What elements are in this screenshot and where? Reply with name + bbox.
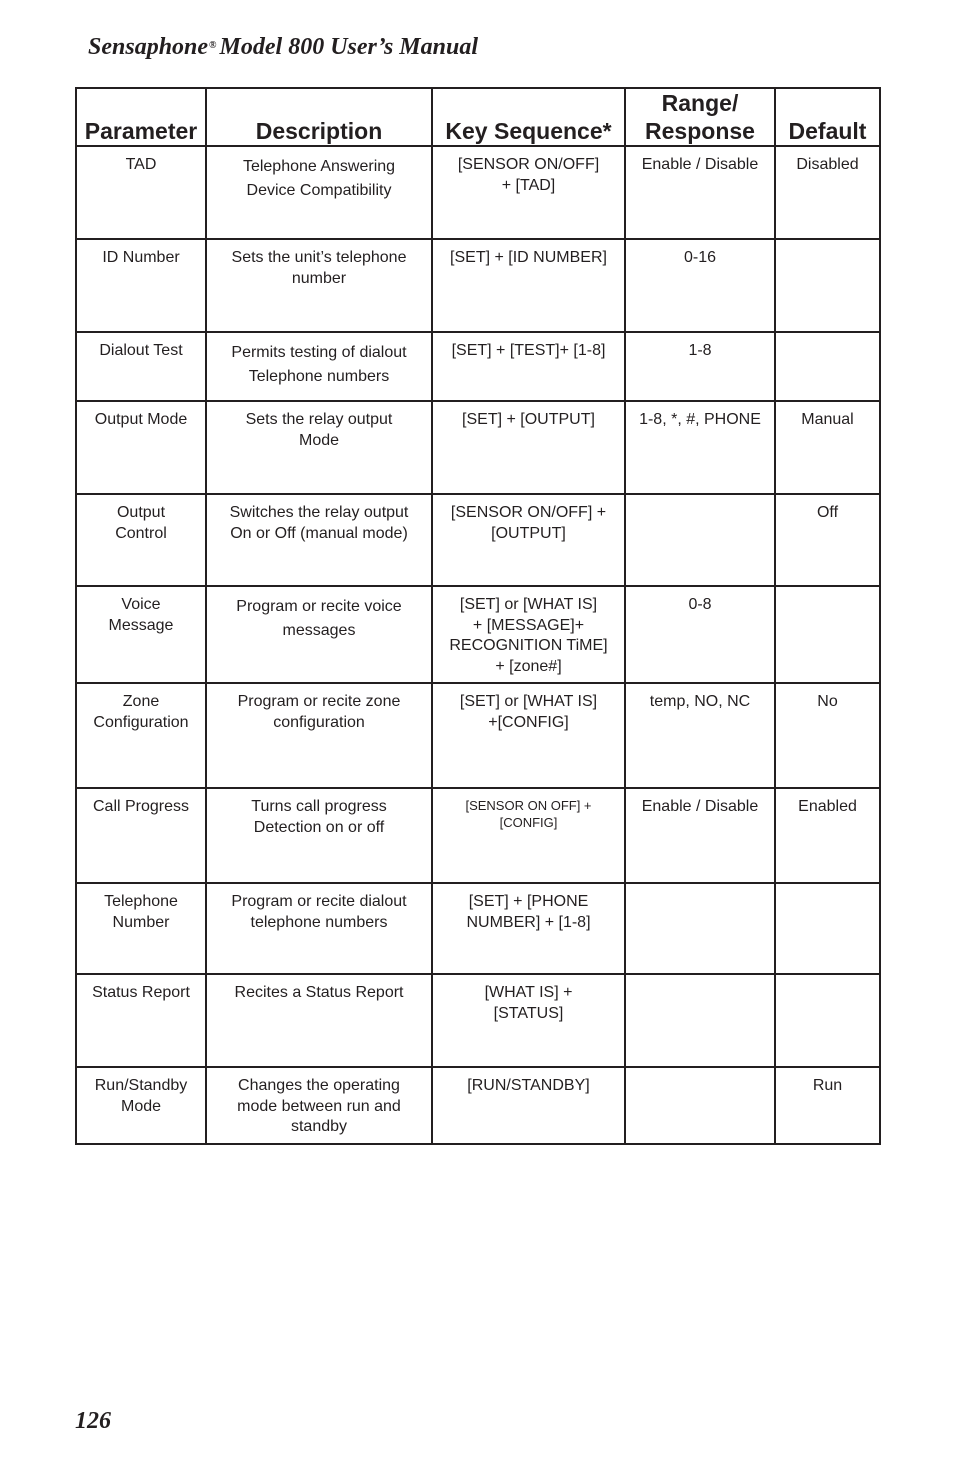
cell-key-sequence: [SET] or [WHAT IS] +[CONFIG] [432,683,625,788]
cell-default: Enabled [775,788,880,883]
cell-default: Run [775,1067,880,1144]
cell-description: Program or recite dialout telephone numbers [206,883,432,974]
table-row [76,239,880,332]
parameter-table [75,87,881,1145]
brand-name: Sensaphone [88,34,209,60]
running-header [88,34,478,61]
cell-description: Recites a Status Report [206,974,432,1067]
cell-default: Off [775,494,880,586]
cell-default: Manual [775,401,880,494]
cell-default: Disabled [775,146,880,239]
cell-parameter: ID Number [76,239,206,332]
cell-parameter: TAD [76,146,206,239]
table-row [76,683,880,788]
cell-parameter: Output Control [76,494,206,586]
cell-parameter: Run/Standby Mode [76,1067,206,1144]
cell-key-sequence: [SET] or [WHAT IS] + [MESSAGE]+ RECOGNITION TiME] + [zone#] [432,586,625,683]
column-header-range-response: Range/ Response [625,88,775,146]
column-header-key-sequence: Key Sequence* [432,88,625,146]
cell-range [625,974,775,1067]
cell-range [625,883,775,974]
cell-range: 1-8, *, #, PHONE [625,401,775,494]
manual-title: Model 800 User’s Manual [219,34,478,60]
cell-parameter: Output Mode [76,401,206,494]
cell-parameter: Status Report [76,974,206,1067]
table-row [76,146,880,239]
cell-description: Telephone Answering Device Compatibility [206,146,432,239]
cell-key-sequence: [SENSOR ON/OFF] + [OUTPUT] [432,494,625,586]
cell-key-sequence: [SET] + [OUTPUT] [432,401,625,494]
cell-parameter: Zone Configuration [76,683,206,788]
column-header-default: Default [775,88,880,146]
cell-description: Sets the unit’s telephone number [206,239,432,332]
cell-range: Enable / Disable [625,146,775,239]
page-number: 126 [75,1408,111,1434]
table-row [76,883,880,974]
cell-description: Switches the relay output On or Off (manual mode) [206,494,432,586]
table-row [76,586,880,683]
registered-mark: ® [209,40,217,51]
cell-description: Changes the operating mode between run and standby [206,1067,432,1144]
table-row [76,332,880,401]
cell-range: 1-8 [625,332,775,401]
cell-description: Turns call progress Detection on or off [206,788,432,883]
cell-default [775,883,880,974]
column-header-description: Description [206,88,432,146]
cell-parameter: Dialout Test [76,332,206,401]
column-header-parameter: Parameter [76,88,206,146]
cell-key-sequence: [SET] + [TEST]+ [1-8] [432,332,625,401]
cell-range: temp, NO, NC [625,683,775,788]
cell-default [775,332,880,401]
cell-parameter: Call Progress [76,788,206,883]
cell-key-sequence: [SENSOR ON OFF] + [CONFIG] [432,788,625,883]
table-row [76,494,880,586]
cell-range [625,494,775,586]
cell-parameter: Voice Message [76,586,206,683]
cell-description: Program or recite voice messages [206,586,432,683]
cell-default: No [775,683,880,788]
cell-range: 0-8 [625,586,775,683]
cell-key-sequence: [SET] + [ID NUMBER] [432,239,625,332]
cell-key-sequence: [SENSOR ON/OFF] + [TAD] [432,146,625,239]
cell-default [775,974,880,1067]
table-header-row [76,88,880,146]
cell-description: Permits testing of dialout Telephone numbers [206,332,432,401]
table-row [76,974,880,1067]
cell-default [775,586,880,683]
table-row [76,401,880,494]
table-row [76,788,880,883]
cell-description: Program or recite zone configuration [206,683,432,788]
cell-key-sequence: [WHAT IS] + [STATUS] [432,974,625,1067]
cell-key-sequence: [SET] + [PHONE NUMBER] + [1-8] [432,883,625,974]
cell-range [625,1067,775,1144]
cell-description: Sets the relay output Mode [206,401,432,494]
cell-key-sequence: [RUN/STANDBY] [432,1067,625,1144]
cell-range: 0-16 [625,239,775,332]
cell-range: Enable / Disable [625,788,775,883]
table-row [76,1067,880,1144]
cell-default [775,239,880,332]
cell-parameter: Telephone Number [76,883,206,974]
